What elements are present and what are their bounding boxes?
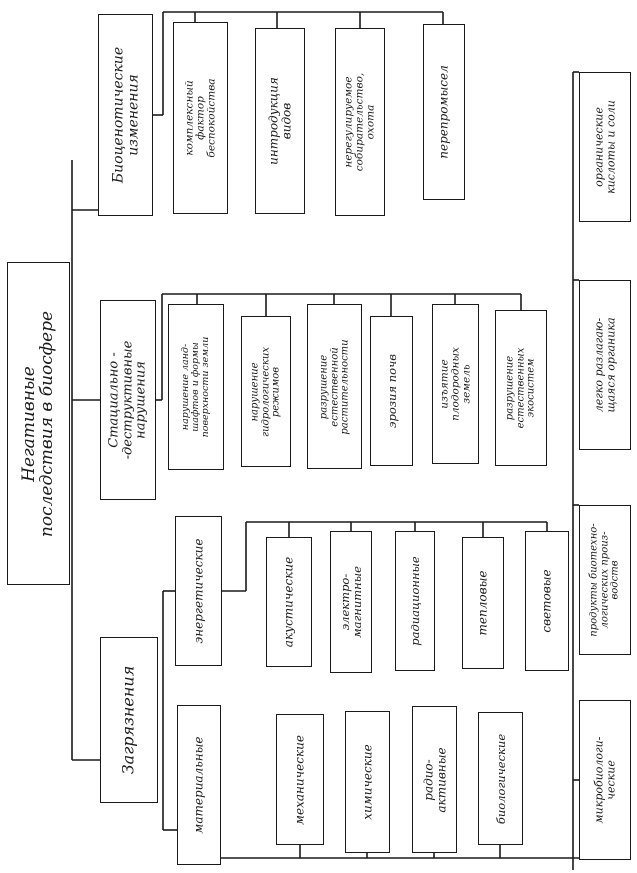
biocenotic-item-box <box>423 24 465 200</box>
energy-item-box <box>395 531 435 671</box>
material-item-box <box>276 714 324 845</box>
bio-subtype-label: микробиологи- ческие <box>592 736 617 824</box>
spatial-item-label: нарушение гидрологических режимов <box>249 346 282 437</box>
energy-item-label: электро- магнитные <box>337 566 364 638</box>
spatial-item-box <box>432 304 479 464</box>
spatial-item-label: эрозия почв <box>384 354 399 428</box>
energy-item-label: акустические <box>281 556 296 648</box>
material-box <box>177 705 221 865</box>
biocenotic-item-label: интродукция видов <box>266 77 293 165</box>
bio-subtype-label: продукты биотехно- логических произ- водств <box>588 523 621 637</box>
energy-item-box <box>462 537 504 669</box>
biocenotic-item-box <box>335 28 385 216</box>
spatial-item-label: изъятие плодородных земель <box>437 347 473 421</box>
energy-item-box <box>266 537 312 667</box>
energy-item-label: тепловые <box>475 570 490 636</box>
biocenotic-item-label: нерегулируемое собирательство, охота <box>342 72 377 172</box>
spatial-item-box <box>307 304 362 469</box>
bio-subtype-box <box>579 700 631 860</box>
biocenotic-item-label: перепромысел <box>436 65 451 159</box>
bio-subtype-box <box>579 72 631 222</box>
material-item-label: механические <box>292 734 307 825</box>
bio-subtype-box <box>579 280 631 450</box>
bio-subtype-label: легко разлагаю- щаяся органика <box>592 317 617 413</box>
material-item-box <box>478 712 523 845</box>
material-item-box <box>345 711 390 853</box>
bio-subtype-label: органические кислоты и соли <box>592 100 617 194</box>
spatial-item-box <box>241 316 291 467</box>
root-label: Негативные последствия в биосфере <box>18 310 57 537</box>
biocenotic-title-label: Биоценотические изменения <box>109 46 141 184</box>
spatial-title-box <box>100 300 156 500</box>
bio-subtype-box <box>579 505 631 655</box>
pollution-title-box <box>100 637 158 803</box>
spatial-item-box <box>168 304 224 470</box>
spatial-item-label: разрушение естественной растительности <box>317 338 350 435</box>
pollution-title-label: Загрязнения <box>118 665 138 775</box>
material-item-label: химические <box>360 744 375 820</box>
energy-item-box <box>330 531 372 673</box>
spatial-item-label: разрушение естественных экосистем <box>504 347 537 429</box>
biocenotic-title-box <box>98 14 153 216</box>
spatial-item-box <box>495 310 547 466</box>
energy-box <box>175 516 222 666</box>
root-box <box>7 262 70 585</box>
energy-item-label: световые <box>539 569 554 633</box>
material-label: материальные <box>191 736 206 834</box>
energy-label: энергетические <box>191 538 206 644</box>
energy-item-label: радиационные <box>407 556 422 646</box>
biocenotic-item-label: комплексный фактор беспокойства <box>182 78 218 158</box>
material-item-box <box>412 706 457 853</box>
biocenotic-item-box <box>173 22 228 214</box>
material-item-label: радио- активные <box>420 746 448 813</box>
spatial-item-box <box>370 316 413 466</box>
material-item-label: биологические <box>493 733 508 824</box>
biocenotic-item-box <box>255 28 305 214</box>
energy-item-box <box>525 531 569 671</box>
spatial-item-label: нарушение ланд- шафтов и формы поверхности земли <box>180 336 211 438</box>
spatial-title-label: Стациально - -деструктивные нарушения <box>106 340 149 460</box>
